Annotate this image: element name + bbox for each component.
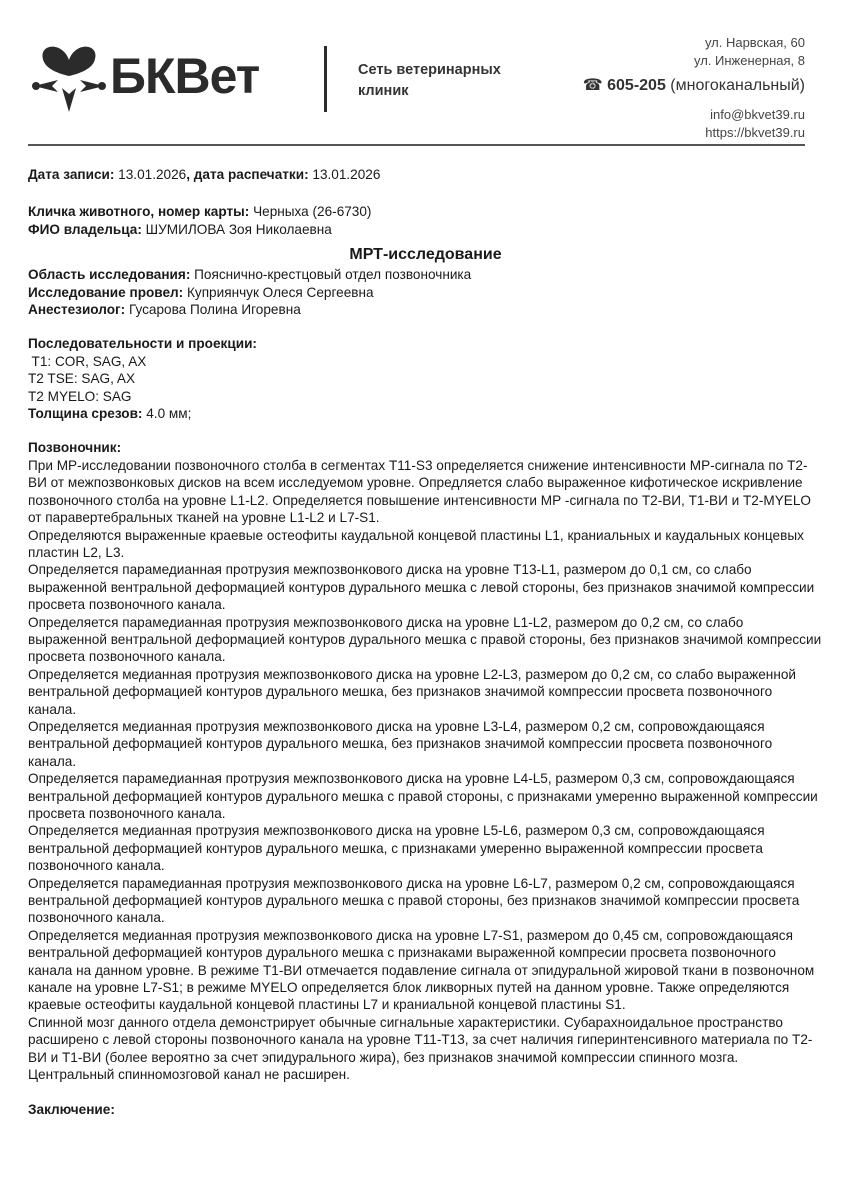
header-divider (28, 144, 805, 146)
report-title: МРТ-исследование (349, 246, 502, 264)
phone-note: (многоканальный) (670, 77, 805, 94)
address-2: ул. Инженерная, 8 (693, 53, 805, 68)
record-date-label: Дата записи: (28, 167, 115, 182)
phone-icon: ☎ (582, 77, 603, 94)
paw-heart-logo-icon (32, 36, 106, 114)
performer-value: Куприянчук Олеся Сергеевна (186, 284, 374, 300)
conclusion-label: Заключение: (28, 1101, 115, 1117)
slice-label: Толщина срезов: (28, 406, 143, 422)
letterhead (0, 0, 849, 150)
brand-name: БКВет (110, 48, 260, 104)
owner-line (28, 221, 823, 238)
finding-paragraph: Определяются выраженные краевые остеофиты каудальной концевой пластины L1, краниальных и каудальных концевых пластин L2, L3. (28, 527, 804, 560)
slice-value: 4.0 мм; (146, 406, 192, 422)
anesthesiologist-value: Гусарова Полина Игоревна (129, 302, 301, 318)
sequences-label: Последовательности и проекции: (28, 336, 257, 352)
performer-line (28, 284, 823, 301)
area-label: Область исследования: (28, 267, 191, 283)
finding-paragraph: Определяется парамедианная протрузия межпозвонкового диска на уровне L6-L7, размером 0,2 см, сопровождающаяся вентральной деформацией контуров дурального мешка с правой стороны, без признаков значимой компрессии просвета позвоночного канала. (28, 875, 800, 926)
anesthesiologist-line (28, 301, 823, 318)
pet-value: Черныха (26-6730) (253, 204, 372, 220)
finding-paragraph: Определяется медианная протрузия межпозвонкового диска на уровне L5-L6, размером 0,3 см, сопровождающаяся вентральной деформацией контуров дурального мешка, с признаками умеренно выраженной компрессии просвета позвоночного канала. (28, 823, 765, 874)
performer-label: Исследование провел: (28, 284, 184, 300)
finding-paragraph: При МР-исследовании позвоночного столба в сегментах Т11-S3 определяется снижение интенсивности МР-сигнала по Т2-ВИ от межпозвонковых дисков на всем исследуемом уровне. Опредляется слабо выраженное кифотическое искривление позвоночного столба на уровне L1-L2. Определяется повышение интенсивности МР -сигнала по Т2-ВИ, Т1-ВИ и Т2-MYELO от паравертебральных тканей на уровне L1-L2 и L7-S1. (28, 457, 811, 526)
spine-label: Позвоночник: (28, 440, 122, 456)
record-date: 13.01.2026 (118, 167, 187, 182)
area-line (28, 266, 823, 283)
finding-paragraph: Определяется медианная протрузия межпозвонкового диска на уровне L2-L3, размером до 0,2 см, со слабо выраженной вентральной деформацией контуров дурального мешка, без признаков значимой компрессии просвета позвоночного канала. (28, 666, 796, 717)
pet-line (28, 203, 823, 220)
finding-paragraph: Определяется медианная протрузия межпозвонкового диска на уровне L3-L4, размером 0,2 см, сопровождающаяся вентральной деформацией контуров дурального мешка, без признаков значимой компрессии просвета позвоночного канала. (28, 718, 773, 769)
owner-value: ШУМИЛОВА Зоя Николаевна (145, 221, 332, 237)
finding-paragraph: Определяется парамедианная протрузия межпозвонкового диска на уровне L4-L5, размером 0,3 см, сопровождающаяся вентральной деформацией контуров дурального мешка с правой стороны, с признаками умеренно выраженной компрессии просвета позвоночного канала. (28, 771, 818, 821)
slice-line (28, 405, 823, 422)
pet-label: Кличка животного, номер карты: (28, 204, 250, 220)
sequence-item: T2 TSE: SAG, AX (28, 371, 136, 387)
report-body (28, 166, 823, 1118)
address-1: ул. Нарвская, 60 (704, 35, 805, 50)
logo-divider (324, 46, 327, 112)
owner-label: ФИО владельца: (28, 221, 142, 237)
area-value: Пояснично-крестцовый отдел позвоночника (194, 267, 472, 283)
dates-line (28, 166, 823, 183)
finding-paragraph: Определяется парамедианная протрузия межпозвонкового диска на уровне L1-L2, размером до 0,2 см, со слабо выраженной вентральной деформацией контуров дурального мешка с правой стороны, без признаков значимой компрессии просвета позвоночного канала. (28, 614, 822, 665)
phone-line (525, 76, 805, 96)
print-date: 13.01.2026 (312, 167, 381, 182)
brand-tagline: Сеть ветеринарных клиник (358, 62, 501, 99)
finding-paragraph: Определяется парамедианная протрузия межпозвонкового диска на уровне Т13-L1, размером до 0,1 см, со слабо выраженной вентральной деформацией контуров дурального мешка с левой стороны, без признаков значимой компрессии просвета позвоночного канала. (28, 562, 815, 613)
email-link[interactable]: info@bkvet39.ru (710, 107, 805, 122)
contact-block (525, 34, 805, 142)
print-date-label: , дата распечатки: (186, 167, 309, 182)
sequence-item: T1: COR, SAG, AX (28, 353, 147, 369)
finding-paragraph: Определяется медианная протрузия межпозвонкового диска на уровне L7-S1, размером до 0,45 см, сопровождающаяся вентральной деформацией контуров дурального мешка с признаками выраженной компресии просвета позвоночного канала на данном уровне. В режиме Т1-ВИ отмечается подавление сигнала от эпидуральной жировой ткани в позвоночном канале на уровне L7-S1; в режиме MYELO определяется блок ликворных путей на данном уровне. Также определяются краевые остеофиты каудальной концевой пластины L7 и краниальной концевой пластины S1. (28, 927, 815, 1013)
finding-paragraph: Спинной мозг данного отдела демонстрирует обычные сигнальные характеристики. Субарахноидальное пространство расширено с левой стороны позвоночного канала на уровне Т11-Т13, за счет наличия гиперинтенсивного материала по Т2-ВИ и Т1-ВИ (более вероятно за счет эпидурального жира), без признаков значимой компрессии спинного мозга. Центральный спинномозговой канал не расширен. (28, 1014, 813, 1083)
anesthesiologist-label: Анестезиолог: (28, 302, 126, 318)
sequence-item: T2 MYELO: SAG (28, 388, 132, 404)
phone-number: 605-205 (607, 77, 666, 94)
website-link[interactable]: https://bkvet39.ru (705, 125, 805, 140)
